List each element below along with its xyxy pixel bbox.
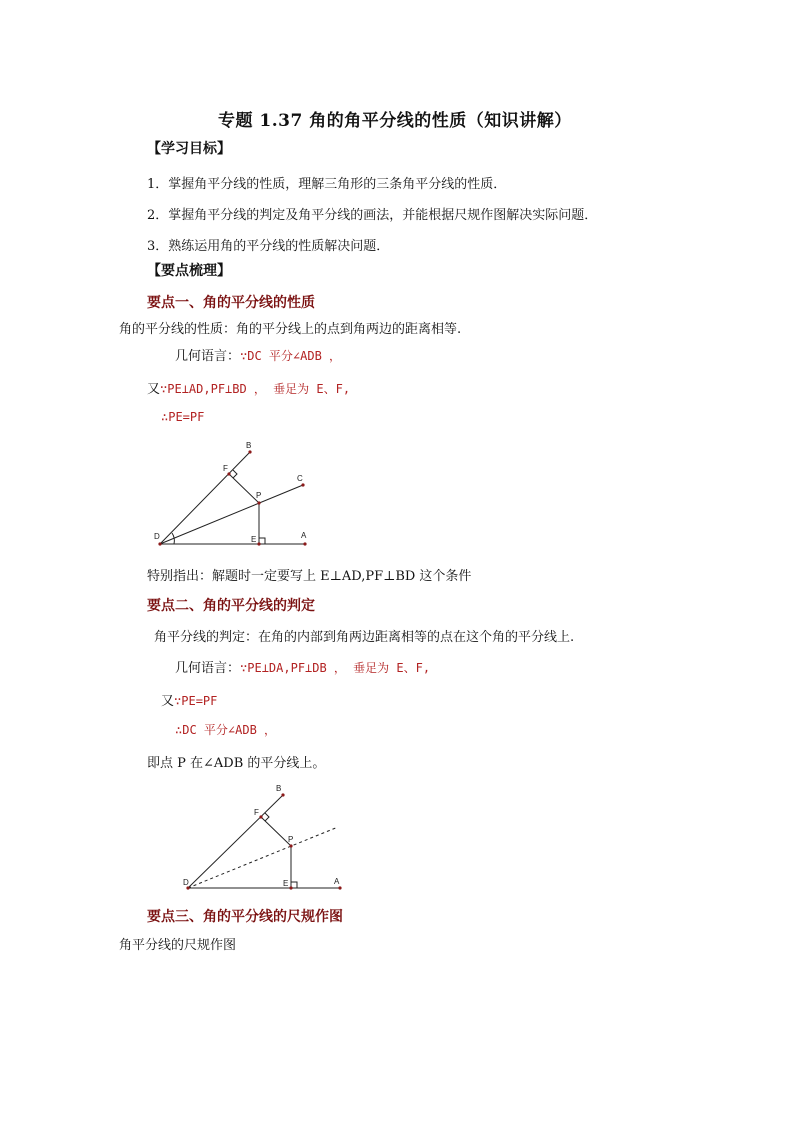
label-d: D — [183, 878, 189, 887]
point-a — [338, 886, 341, 889]
geo-prefix: 几何语言： — [175, 661, 241, 676]
label-f: F — [223, 464, 228, 473]
point-b — [281, 793, 284, 796]
segment-pf — [261, 817, 294, 846]
geo-statement: ∵PE=PF — [174, 694, 218, 708]
label-e: E — [251, 535, 257, 544]
geo-prefix: 几何语言： — [175, 349, 241, 364]
geo-statement: ∵DC 平分∠ADB ， — [240, 349, 342, 363]
label-c: C — [297, 474, 303, 483]
bisector-dashed — [188, 827, 338, 888]
point1-geo-line3: ∴PE=PF — [161, 410, 205, 424]
label-b: B — [246, 441, 252, 450]
label-a: A — [301, 531, 307, 540]
objective-2: 2．掌握角平分线的判定及角平分线的画法，并能根据尺规作图解决实际问题． — [147, 208, 598, 223]
point-f — [259, 815, 262, 818]
label-a: A — [334, 877, 340, 886]
point2-heading: 要点二、角的平分线的判定 — [147, 598, 315, 614]
point3-heading: 要点三、角的平分线的尺规作图 — [147, 909, 343, 925]
label-p: P — [288, 835, 294, 844]
point2-conclusion: 即点 P 在∠ADB 的平分线上。 — [147, 756, 326, 771]
point2-geo-line3: ∴DC 平分∠ADB ， — [175, 723, 277, 737]
objective-3: 3．熟练运用角的平分线的性质解决问题． — [147, 239, 390, 254]
point3-statement: 角平分线的尺规作图 — [119, 938, 237, 953]
point-e — [289, 886, 292, 889]
geo-you: 又 — [161, 694, 175, 709]
objectives-heading: 【学习目标】 — [147, 141, 231, 157]
point1-note: 特别指出：解题时一定要写上 E⊥AD,PF⊥BD 这个条件 — [147, 569, 472, 584]
geo-you: 又 — [147, 382, 161, 397]
label-p: P — [256, 491, 262, 500]
label-d: D — [154, 532, 160, 541]
objective-1: 1．掌握角平分线的性质，理解三角形的三条角平分线的性质． — [147, 177, 507, 192]
page-title: 专题 1.37 角的角平分线的性质（知识讲解） — [218, 111, 572, 131]
point1-heading: 要点一、角的平分线的性质 — [147, 295, 315, 311]
label-b: B — [276, 784, 282, 793]
keypoints-heading: 【要点梳理】 — [147, 263, 231, 279]
point-p — [289, 844, 292, 847]
label-f: F — [254, 808, 259, 817]
point1-statement: 角的平分线的性质：角的平分线上的点到角两边的距离相等. — [119, 322, 462, 337]
label-e: E — [283, 879, 289, 888]
geo-statement: ∵PE⊥DA,PF⊥DB ， 垂足为 E、F, — [240, 661, 431, 675]
point2-statement: 角平分线的判定：在角的内部到角两边距离相等的点在这个角的平分线上. — [154, 630, 575, 645]
ray-db — [188, 795, 283, 888]
right-angle-mark-f — [265, 813, 269, 821]
geo-statement: ∵PE⊥AD,PF⊥BD ， 垂足为 E、F, — [160, 382, 351, 396]
